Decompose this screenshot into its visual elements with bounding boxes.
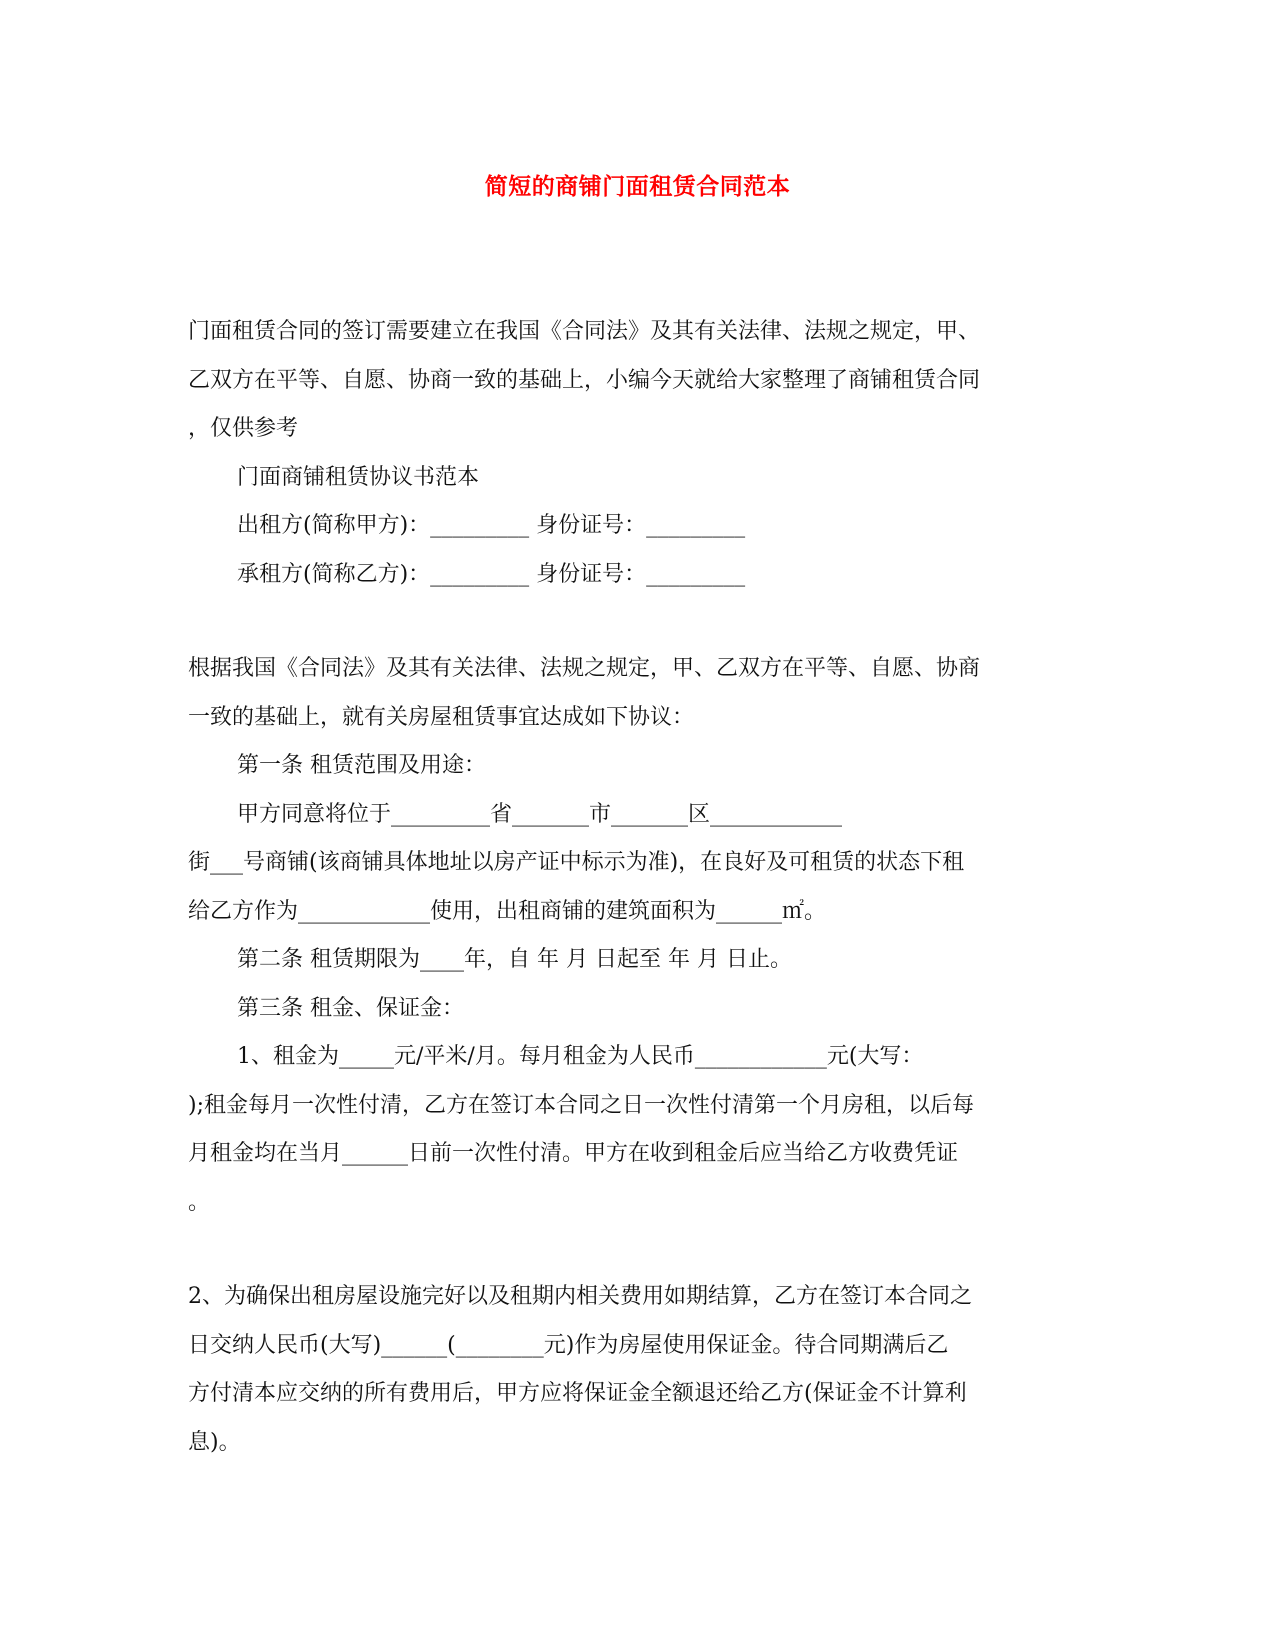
paragraph-line: 息)。 [188,1429,241,1455]
paragraph-line: 乙双方在平等、自愿、协商一致的基础上，小编今天就给大家整理了商铺租赁合同 [188,367,981,393]
document-title: 简短的商铺门面租赁合同范本 [484,174,791,200]
paragraph-line: 一致的基础上，就有关房屋租赁事宜达成如下协议： [188,704,695,730]
paragraph-line: 街___号商铺(该商铺具体地址以房产证中标示为准)，在良好及可租赁的状态下租 [188,850,965,875]
paragraph-line: 日交纳人民币(大写)______(________元)作为房屋使用保证金。待合同期满后乙 [188,1332,949,1358]
paragraph-line: ，仅供参考 [188,416,299,441]
paragraph-line: 门面租赁合同的签订需要建立在我国《合同法》及其有关法律、法规之规定，甲、 [188,319,981,344]
article-one-heading: 第一条 租赁范围及用途： [237,753,486,778]
agreement-heading: 门面商铺租赁协议书范本 [237,464,480,490]
paragraph-line: 给乙方作为____________使用，出租商铺的建筑面积为______㎡。 [188,898,827,924]
paragraph-line: );租金每月一次性付清，乙方在签订本合同之日一次性付清第一个月房租，以后每 [188,1092,974,1118]
paragraph-line: 2、为确保出租房屋设施完好以及租期内相关费用如期结算，乙方在签订本合同之 [188,1284,972,1309]
paragraph-line: 。 [188,1189,211,1215]
lessor-line: 出租方(简称甲方)：_________ 身份证号：_________ [237,513,746,538]
article-two-line: 第二条 租赁期限为____年，自 年 月 日起至 年 月 日止。 [237,947,792,972]
paragraph-gap [188,1227,1083,1273]
paragraph-line: 方付清本应交纳的所有费用后，甲方应将保证金全额退还给乙方(保证金不计算利 [188,1381,967,1406]
paragraph-line: 根据我国《合同法》及其有关法律、法规之规定，甲、乙双方在平等、自愿、协商 [188,656,981,681]
lessee-line: 承租方(简称乙方)：_________ 身份证号：_________ [237,561,746,587]
paragraph-line: 月租金均在当月______日前一次性付清。甲方在收到租金后应当给乙方收费凭证 [188,1141,959,1166]
paragraph-line: 1、租金为_____元/平米/月。每月租金为人民币____________元(大写： [237,1044,924,1069]
paragraph-gap [188,599,1083,645]
document-body [188,308,1083,1467]
article-three-heading: 第三条 租金、保证金： [237,995,464,1021]
paragraph-line: 甲方同意将位于_________省_______市_______区____________ [237,801,843,827]
